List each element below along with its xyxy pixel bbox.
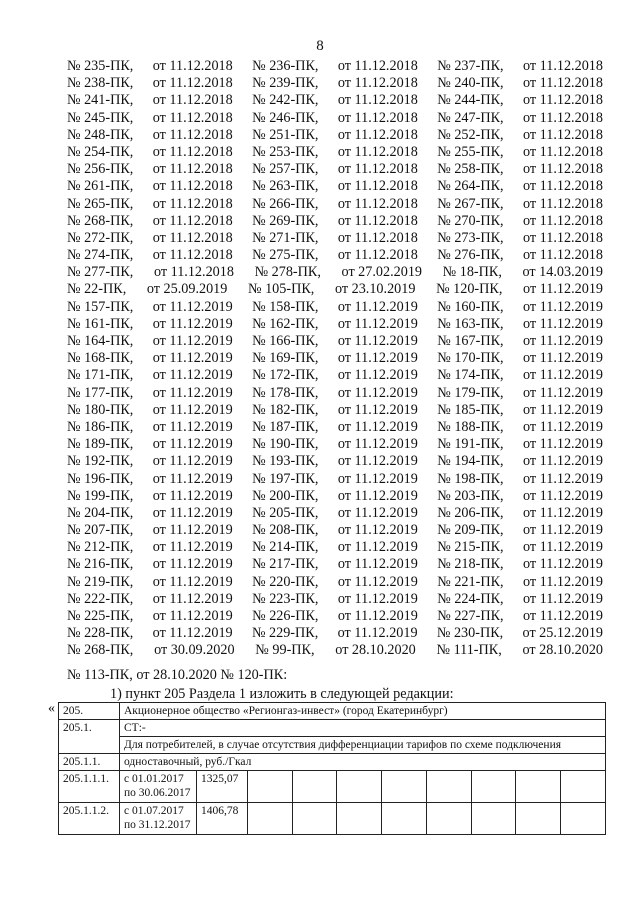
resolution-date: от 11.12.2019 bbox=[152, 522, 233, 539]
opening-quote: « bbox=[48, 701, 55, 716]
list-item bbox=[67, 264, 603, 281]
list-item bbox=[67, 196, 603, 213]
resolution-number: № 168-ПК, bbox=[67, 350, 134, 367]
resolution-number: № 163-ПК, bbox=[437, 315, 504, 332]
list-item bbox=[67, 367, 603, 384]
resolution-number: № 226-ПК, bbox=[252, 608, 319, 624]
resolution-number: № 216-ПК, bbox=[67, 556, 134, 573]
table-row bbox=[59, 720, 606, 737]
resolution-date: от 11.12.2019 bbox=[523, 298, 603, 315]
resolution-number: № 162-ПК, bbox=[252, 315, 319, 332]
list-item bbox=[67, 281, 603, 298]
resolution-number: № 238-ПК, bbox=[67, 75, 134, 92]
resolution-date: от 11.12.2018 bbox=[337, 109, 418, 126]
resolution-date: от 11.12.2018 bbox=[523, 161, 603, 178]
resolution-date: от 11.12.2019 bbox=[337, 504, 418, 521]
table-row bbox=[59, 771, 606, 803]
resolution-date: от 11.12.2019 bbox=[152, 436, 233, 453]
resolution-number: № 218-ПК, bbox=[437, 556, 504, 573]
table-cell: 205.1. bbox=[59, 720, 120, 754]
resolution-number: № 186-ПК, bbox=[67, 418, 134, 435]
resolution-number: № 206-ПК, bbox=[437, 504, 504, 521]
resolution-number: № 192-ПК, bbox=[67, 453, 134, 470]
resolution-number: № 242-ПК, bbox=[252, 92, 319, 109]
resolution-date: от 11.12.2019 bbox=[152, 573, 233, 590]
list-item bbox=[67, 178, 603, 195]
resolution-date: от 11.12.2019 bbox=[337, 573, 418, 590]
resolution-number: № 276-ПК, bbox=[437, 247, 504, 264]
resolution-date: от 11.12.2018 bbox=[523, 109, 603, 126]
resolution-number: № 166-ПК, bbox=[252, 333, 319, 349]
resolution-number: № 272-ПК, bbox=[67, 229, 134, 246]
resolution-number: № 178-ПК, bbox=[252, 384, 319, 401]
resolution-date: от 11.12.2019 bbox=[523, 504, 603, 521]
resolution-date: от 25.12.2019 bbox=[522, 625, 604, 642]
resolution-number: № 235-ПК, bbox=[67, 58, 134, 74]
resolution-date: от 11.12.2018 bbox=[152, 229, 233, 246]
resolution-number: № 217-ПК, bbox=[252, 556, 319, 573]
list-item bbox=[67, 522, 603, 539]
table-cell bbox=[382, 771, 427, 803]
resolution-number: № 258-ПК, bbox=[437, 161, 504, 178]
resolution-number: № 207-ПК, bbox=[67, 522, 134, 539]
resolution-date: от 11.12.2019 bbox=[337, 625, 418, 642]
list-item bbox=[67, 385, 603, 402]
resolution-date: от 11.12.2018 bbox=[152, 212, 233, 229]
table-cell: 1406,78 bbox=[197, 803, 248, 835]
resolution-date: от 30.09.2020 bbox=[154, 642, 235, 659]
resolution-number: № 170-ПК, bbox=[437, 350, 504, 367]
resolution-number: № 179-ПК, bbox=[437, 384, 504, 401]
resolution-number: № 265-ПК, bbox=[67, 195, 134, 212]
resolution-number: № 237-ПК, bbox=[437, 58, 504, 74]
resolution-date: от 11.12.2018 bbox=[152, 161, 233, 178]
resolution-number: № 99-ПК, bbox=[255, 642, 315, 659]
tariff-table bbox=[58, 702, 606, 835]
resolution-number: № 22-ПК, bbox=[67, 281, 127, 298]
resolution-number: № 229-ПК, bbox=[251, 625, 319, 642]
resolution-date: от 11.12.2019 bbox=[337, 350, 418, 367]
resolution-date: от 11.12.2019 bbox=[152, 470, 233, 487]
resolution-number: № 180-ПК, bbox=[67, 401, 134, 418]
resolution-date: от 11.12.2019 bbox=[523, 556, 603, 573]
table-row bbox=[59, 754, 606, 771]
resolution-number: № 227-ПК, bbox=[437, 608, 504, 624]
resolution-date: от 11.12.2019 bbox=[523, 590, 603, 607]
list-item bbox=[67, 574, 603, 591]
resolution-number: № 222-ПК, bbox=[67, 590, 134, 607]
resolution-number: № 275-ПК, bbox=[252, 247, 319, 264]
resolution-date: от 11.12.2019 bbox=[152, 487, 233, 504]
resolution-number: № 246-ПК, bbox=[252, 109, 319, 126]
table-cell bbox=[561, 803, 606, 835]
resolution-date: от 11.12.2019 bbox=[152, 453, 233, 470]
resolution-date: от 11.12.2019 bbox=[523, 522, 603, 539]
list-item bbox=[67, 556, 603, 573]
resolution-number: № 253-ПК, bbox=[252, 143, 319, 160]
resolution-number: № 205-ПК, bbox=[252, 504, 319, 521]
resolution-number: № 256-ПК, bbox=[67, 161, 134, 178]
resolution-number: № 120-ПК, bbox=[436, 281, 503, 298]
list-item bbox=[67, 161, 603, 178]
resolution-date: от 11.12.2018 bbox=[152, 75, 233, 92]
resolution-date: от 11.12.2018 bbox=[152, 92, 233, 109]
resolution-number: № 193-ПК, bbox=[252, 453, 319, 470]
resolution-number: № 248-ПК, bbox=[67, 126, 134, 143]
resolution-number: № 164-ПК, bbox=[67, 333, 134, 349]
resolution-number: № 191-ПК, bbox=[437, 436, 504, 453]
resolution-number: № 111-ПК, bbox=[436, 642, 502, 659]
resolution-date: от 11.12.2019 bbox=[523, 487, 603, 504]
table-cell: 205. bbox=[59, 703, 120, 720]
resolution-date: от 11.12.2018 bbox=[152, 195, 233, 212]
list-item bbox=[67, 58, 603, 75]
resolution-date: от 11.12.2018 bbox=[152, 126, 233, 143]
resolution-date: от 11.12.2019 bbox=[337, 333, 418, 349]
resolution-number: № 228-ПК, bbox=[67, 625, 134, 642]
resolution-number: № 267-ПК, bbox=[437, 195, 504, 212]
resolution-number: № 200-ПК, bbox=[252, 487, 319, 504]
resolution-number: № 221-ПК, bbox=[437, 573, 504, 590]
resolution-number: № 185-ПК, bbox=[437, 401, 504, 418]
resolution-date: от 11.12.2018 bbox=[523, 178, 603, 195]
resolution-date: от 11.12.2019 bbox=[523, 608, 603, 624]
resolution-number: № 269-ПК, bbox=[252, 212, 319, 229]
resolution-date: от 11.12.2018 bbox=[152, 178, 233, 195]
resolution-date: от 11.12.2019 bbox=[152, 401, 233, 418]
resolution-number: № 255-ПК, bbox=[437, 143, 504, 160]
resolution-number: № 169-ПК, bbox=[252, 350, 319, 367]
list-item bbox=[67, 453, 603, 470]
resolution-number: № 171-ПК, bbox=[67, 367, 134, 384]
table-cell: одноставочный, руб./Гкал bbox=[120, 754, 606, 771]
resolution-number: № 236-ПК, bbox=[252, 58, 319, 74]
resolution-date: от 11.12.2019 bbox=[523, 315, 603, 332]
resolution-number: № 230-ПК, bbox=[436, 625, 504, 642]
resolution-number: № 214-ПК, bbox=[252, 539, 319, 556]
list-item bbox=[67, 213, 603, 230]
resolution-number: № 270-ПК, bbox=[437, 212, 504, 229]
resolution-number: № 197-ПК, bbox=[252, 470, 319, 487]
resolution-number: № 239-ПК, bbox=[252, 75, 319, 92]
resolution-date: от 11.12.2018 bbox=[152, 109, 233, 126]
resolution-date: от 11.12.2019 bbox=[523, 384, 603, 401]
resolution-date: от 11.12.2018 bbox=[337, 247, 418, 264]
resolution-number: № 220-ПК, bbox=[252, 573, 319, 590]
list-item bbox=[67, 488, 603, 505]
resolution-number: № 177-ПК, bbox=[67, 384, 134, 401]
resolution-number: № 105-ПК, bbox=[247, 281, 315, 298]
resolution-list bbox=[67, 58, 603, 660]
list-item bbox=[67, 92, 603, 109]
resolution-date: от 11.12.2018 bbox=[337, 212, 418, 229]
resolution-number: № 158-ПК, bbox=[252, 298, 319, 315]
resolution-date: от 11.12.2019 bbox=[523, 281, 604, 298]
table-cell bbox=[471, 803, 516, 835]
resolution-date: от 27.02.2019 bbox=[341, 264, 423, 281]
table-row bbox=[59, 737, 606, 754]
resolution-date: от 23.10.2019 bbox=[334, 281, 416, 298]
table-cell bbox=[426, 771, 471, 803]
resolution-number: № 241-ПК, bbox=[67, 92, 134, 109]
resolution-number: № 167-ПК, bbox=[437, 333, 504, 349]
resolution-number: № 174-ПК, bbox=[437, 367, 504, 384]
resolution-number: № 254-ПК, bbox=[67, 143, 134, 160]
resolution-date: от 11.12.2019 bbox=[152, 590, 233, 607]
resolution-date: от 11.12.2019 bbox=[152, 418, 233, 435]
resolution-date: от 11.12.2018 bbox=[523, 75, 603, 92]
resolution-date: от 11.12.2019 bbox=[523, 436, 603, 453]
resolution-date: от 11.12.2018 bbox=[337, 161, 418, 178]
page-number: 8 bbox=[316, 38, 324, 54]
resolution-number: № 189-ПК, bbox=[67, 436, 134, 453]
resolution-date: от 11.12.2019 bbox=[152, 556, 233, 573]
resolution-date: от 11.12.2019 bbox=[152, 350, 233, 367]
list-item bbox=[67, 608, 603, 625]
list-item bbox=[67, 471, 603, 488]
resolution-date: от 11.12.2019 bbox=[523, 418, 603, 435]
resolution-date: от 11.12.2019 bbox=[152, 384, 233, 401]
list-item bbox=[67, 247, 603, 264]
list-item bbox=[67, 144, 603, 161]
resolution-date: от 11.12.2019 bbox=[523, 367, 603, 384]
list-item bbox=[67, 127, 603, 144]
resolution-date: от 11.12.2018 bbox=[152, 143, 233, 160]
list-item bbox=[67, 402, 603, 419]
resolution-date: от 11.12.2018 bbox=[152, 247, 233, 264]
list-item bbox=[67, 350, 603, 367]
table-cell: 205.1.1.1. bbox=[59, 771, 120, 803]
resolution-date: от 11.12.2019 bbox=[337, 298, 418, 315]
resolution-number: № 172-ПК, bbox=[252, 367, 319, 384]
table-cell: Для потребителей, в случае отсутствия дифференциации тарифов по схеме подключения bbox=[120, 737, 606, 754]
resolution-date: от 11.12.2019 bbox=[152, 298, 233, 315]
table-row bbox=[59, 703, 606, 720]
resolution-date: от 11.12.2019 bbox=[523, 401, 603, 418]
resolution-number: № 215-ПК, bbox=[437, 539, 504, 556]
list-item bbox=[67, 436, 603, 453]
resolution-date: от 11.12.2019 bbox=[337, 418, 418, 435]
resolution-number: № 268-ПК, bbox=[67, 212, 134, 229]
resolution-number: № 198-ПК, bbox=[437, 470, 504, 487]
resolution-date: от 11.12.2019 bbox=[523, 539, 603, 556]
resolution-date: от 11.12.2019 bbox=[152, 367, 233, 384]
resolution-date: от 11.12.2019 bbox=[337, 436, 418, 453]
list-last-line: № 113-ПК, от 28.10.2020 № 120-ПК: bbox=[67, 667, 288, 683]
resolution-number: № 194-ПК, bbox=[437, 453, 504, 470]
resolution-date: от 11.12.2019 bbox=[337, 315, 418, 332]
resolution-number: № 264-ПК, bbox=[437, 178, 504, 195]
resolution-date: от 11.12.2019 bbox=[337, 384, 418, 401]
resolution-date: от 11.12.2018 bbox=[523, 126, 603, 143]
resolution-number: № 187-ПК, bbox=[252, 418, 319, 435]
list-item bbox=[67, 230, 603, 247]
resolution-date: от 11.12.2019 bbox=[337, 367, 418, 384]
resolution-date: от 11.12.2019 bbox=[337, 453, 418, 470]
amendment-instruction: 1) пункт 205 Раздела 1 изложить в следующей редакции: bbox=[110, 686, 454, 702]
table-cell bbox=[471, 771, 516, 803]
table-cell bbox=[426, 803, 471, 835]
resolution-number: № 251-ПК, bbox=[252, 126, 319, 143]
resolution-number: № 219-ПК, bbox=[67, 573, 134, 590]
resolution-number: № 188-ПК, bbox=[437, 418, 504, 435]
table-cell: с 01.01.2017 по 30.06.2017 bbox=[120, 771, 197, 803]
resolution-number: № 245-ПК, bbox=[67, 109, 134, 126]
list-item bbox=[67, 110, 603, 127]
table-cell: Акционерное общество «Регионгаз-инвест» (город Екатеринбург) bbox=[120, 703, 606, 720]
resolution-date: от 11.12.2019 bbox=[337, 401, 418, 418]
resolution-date: от 11.12.2019 bbox=[337, 470, 418, 487]
table-cell bbox=[337, 771, 382, 803]
resolution-date: от 28.10.2020 bbox=[335, 642, 416, 659]
resolution-date: от 11.12.2018 bbox=[523, 92, 603, 109]
resolution-date: от 11.12.2019 bbox=[337, 522, 418, 539]
resolution-number: № 157-ПК, bbox=[67, 298, 134, 315]
resolution-date: от 11.12.2018 bbox=[523, 58, 603, 74]
list-item bbox=[67, 625, 603, 642]
resolution-date: от 11.12.2018 bbox=[523, 195, 603, 212]
resolution-number: № 224-ПК, bbox=[437, 590, 504, 607]
resolution-number: № 196-ПК, bbox=[67, 470, 134, 487]
resolution-date: от 11.12.2018 bbox=[337, 92, 418, 109]
table-cell bbox=[248, 803, 293, 835]
resolution-date: от 11.12.2018 bbox=[152, 58, 233, 74]
resolution-number: № 182-ПК, bbox=[252, 401, 319, 418]
table-cell bbox=[516, 803, 561, 835]
resolution-number: № 268-ПК, bbox=[67, 642, 134, 659]
resolution-date: от 11.12.2019 bbox=[152, 539, 233, 556]
resolution-number: № 190-ПК, bbox=[252, 436, 319, 453]
table-cell: СТ:- bbox=[120, 720, 606, 737]
resolution-date: от 11.12.2019 bbox=[523, 573, 603, 590]
table-cell bbox=[516, 771, 561, 803]
resolution-date: от 11.12.2019 bbox=[523, 470, 603, 487]
resolution-date: от 11.12.2019 bbox=[523, 333, 603, 349]
resolution-number: № 18-ПК, bbox=[442, 264, 502, 281]
resolution-date: от 11.12.2019 bbox=[152, 333, 233, 349]
resolution-date: от 25.09.2019 bbox=[146, 281, 228, 298]
resolution-date: от 11.12.2018 bbox=[523, 143, 603, 160]
table-cell bbox=[292, 771, 337, 803]
resolution-date: от 11.12.2018 bbox=[523, 229, 603, 246]
resolution-number: № 160-ПК, bbox=[437, 298, 504, 315]
table-cell: 205.1.1.2. bbox=[59, 803, 120, 835]
table-cell bbox=[382, 803, 427, 835]
table-cell: с 01.07.2017 по 31.12.2017 bbox=[120, 803, 197, 835]
table-cell: 1325,07 bbox=[197, 771, 248, 803]
resolution-date: от 11.12.2019 bbox=[152, 315, 233, 332]
list-item bbox=[67, 642, 603, 659]
resolution-number: № 261-ПК, bbox=[67, 178, 134, 195]
resolution-date: от 11.12.2019 bbox=[523, 350, 603, 367]
resolution-number: № 257-ПК, bbox=[252, 161, 319, 178]
resolution-number: № 199-ПК, bbox=[67, 487, 134, 504]
resolution-number: № 203-ПК, bbox=[437, 487, 504, 504]
resolution-number: № 266-ПК, bbox=[252, 195, 319, 212]
resolution-date: от 11.12.2018 bbox=[523, 212, 603, 229]
list-item bbox=[67, 316, 603, 333]
resolution-number: № 244-ПК, bbox=[437, 92, 504, 109]
resolution-number: № 223-ПК, bbox=[252, 590, 319, 607]
resolution-date: от 11.12.2019 bbox=[337, 556, 418, 573]
resolution-date: от 11.12.2019 bbox=[523, 453, 603, 470]
resolution-date: от 11.12.2019 bbox=[337, 590, 418, 607]
resolution-date: от 11.12.2018 bbox=[337, 143, 418, 160]
resolution-number: № 278-ПК, bbox=[254, 264, 321, 281]
list-item bbox=[67, 299, 603, 316]
resolution-date: от 11.12.2018 bbox=[153, 264, 234, 281]
table-cell: 205.1.1. bbox=[59, 754, 120, 771]
resolution-date: от 11.12.2018 bbox=[337, 75, 418, 92]
resolution-number: № 161-ПК, bbox=[67, 315, 134, 332]
table-cell bbox=[337, 803, 382, 835]
list-item bbox=[67, 591, 603, 608]
resolution-date: от 11.12.2019 bbox=[337, 608, 418, 624]
resolution-date: от 11.12.2018 bbox=[337, 229, 418, 246]
resolution-number: № 240-ПК, bbox=[437, 75, 504, 92]
list-item bbox=[67, 419, 603, 436]
resolution-number: № 209-ПК, bbox=[437, 522, 504, 539]
resolution-date: от 11.12.2019 bbox=[337, 539, 418, 556]
resolution-date: от 11.12.2018 bbox=[337, 178, 418, 195]
list-item bbox=[67, 505, 603, 522]
resolution-number: № 271-ПК, bbox=[252, 229, 319, 246]
list-item bbox=[67, 75, 603, 92]
table-cell bbox=[292, 803, 337, 835]
resolution-number: № 225-ПК, bbox=[67, 608, 134, 624]
resolution-date: от 11.12.2018 bbox=[337, 195, 418, 212]
list-item bbox=[67, 333, 603, 350]
resolution-number: № 263-ПК, bbox=[252, 178, 319, 195]
resolution-date: от 11.12.2019 bbox=[152, 504, 233, 521]
resolution-number: № 252-ПК, bbox=[437, 126, 504, 143]
resolution-date: от 11.12.2018 bbox=[337, 58, 418, 74]
resolution-number: № 274-ПК, bbox=[67, 247, 134, 264]
resolution-number: № 247-ПК, bbox=[437, 109, 504, 126]
table-cell bbox=[248, 771, 293, 803]
resolution-date: от 11.12.2019 bbox=[152, 625, 233, 642]
resolution-date: от 11.12.2018 bbox=[523, 247, 603, 264]
resolution-number: № 277-ПК, bbox=[67, 264, 134, 281]
resolution-number: № 204-ПК, bbox=[67, 504, 134, 521]
resolution-number: № 208-ПК, bbox=[252, 522, 319, 539]
resolution-date: от 14.03.2019 bbox=[522, 264, 604, 281]
table-cell bbox=[561, 771, 606, 803]
resolution-number: № 273-ПК, bbox=[437, 229, 504, 246]
resolution-date: от 11.12.2019 bbox=[152, 608, 233, 624]
resolution-date: от 11.12.2018 bbox=[337, 126, 418, 143]
resolution-date: от 11.12.2019 bbox=[337, 487, 418, 504]
resolution-number: № 212-ПК, bbox=[67, 539, 134, 556]
table-row bbox=[59, 803, 606, 835]
resolution-date: от 28.10.2020 bbox=[522, 642, 604, 659]
list-item bbox=[67, 539, 603, 556]
